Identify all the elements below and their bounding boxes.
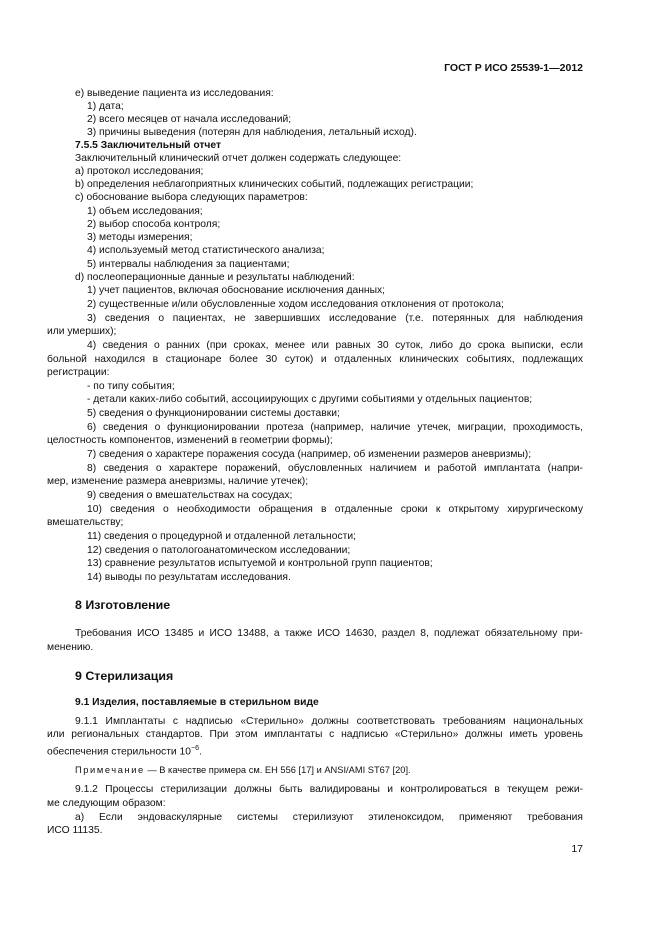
text-line: ИСО 11135. (47, 825, 103, 836)
text-line: Заключительный клинический отчет должен содержать следующее: (75, 153, 402, 164)
text-line: 9.1.1 Имплантаты с надписью «Стерильно» должны соответствовать требованиям национальных (75, 716, 583, 727)
text-line: менению. (47, 642, 94, 653)
text-line: или региональных стандартов. При этом имплантаты с надписью «Стерильно» должны иметь уровень (47, 729, 583, 740)
list-item: 14) выводы по результатам исследования. (87, 572, 291, 583)
list-item: 5) интервалы наблюдения за пациентами; (87, 259, 290, 270)
document-header: ГОСТ Р ИСО 25539-1—2012 (444, 62, 583, 74)
text-line: 3) причины выведения (потерян для наблюдения, летальный исход). (87, 127, 417, 138)
list-item: 3) сведения о пациентах, не завершивших исследование (т.е. потерянных для наблюдения (87, 313, 583, 324)
list-item: 4) сведения о ранних (при сроках, менее или равных 30 суток, либо до срока выписки, если (87, 340, 583, 351)
text-line: 2) всего месяцев от начала исследований; (87, 114, 292, 125)
list-item: b) определения неблагоприятных клинических событий, подлежащих регистрации; (75, 179, 474, 190)
list-item: а) Если эндоваскулярные системы стерилизуют этиленоксидом, применяют требования (75, 812, 583, 823)
list-item: 2) существенные и/или обусловленные ходом исследования отклонения от протокола; (87, 299, 504, 310)
list-item: а) протокол исследования; (75, 166, 204, 177)
list-item: 5) сведения о функционировании системы доставки; (87, 408, 340, 419)
list-item: 10) сведения о необходимости обращения в отдаленные сроки к открытому хирургическому (87, 504, 583, 515)
text-line: больной находился в стационаре более 30 суток) и отдаленных клинических событиях, подлежащих (47, 354, 583, 365)
text-fragment: . (198, 746, 202, 758)
text-line: целостность компонентов, изменений в геометрии формы); (47, 435, 333, 446)
list-item: 9) сведения о вмешательствах на сосудах; (87, 490, 293, 501)
list-item: d) послеоперационные данные и результаты наблюдений: (75, 272, 355, 283)
list-item: 12) сведения о патологоанатомическом исследовании; (87, 545, 351, 556)
section-heading-9-1: 9.1 Изделия, поставляемые в стерильном виде (75, 697, 319, 708)
list-item: 2) выбор способа контроля; (87, 219, 221, 230)
text-line: ме следующим образом: (47, 798, 166, 809)
text-line: e) выведение пациента из исследования: (75, 88, 274, 99)
section-heading-9: 9 Стерилизация (75, 669, 174, 683)
list-item: 4) используемый метод статистического анализа; (87, 245, 325, 256)
text-line: вмешательству; (47, 517, 124, 528)
text-line (47, 743, 202, 758)
text-line: или умерших); (47, 326, 117, 337)
text-line: 1) дата; (87, 101, 124, 112)
section-heading-8: 8 Изготовление (75, 598, 171, 612)
list-item: 6) сведения о функционировании протеза (например, наличие утечек, миграции, проходимость, (87, 422, 583, 433)
text-line: мер, изменение размера аневризмы, наличие утечек); (47, 476, 309, 487)
text-line: регистрации: (47, 367, 110, 378)
note-label: Примечание (75, 765, 145, 775)
exponent: −6 (190, 745, 199, 752)
section-heading-7-5-5: 7.5.5 Заключительный отчет (75, 140, 222, 151)
list-item: 7) сведения о характере поражения сосуда (например, об изменении размеров аневризмы); (87, 449, 532, 460)
text-line: 9.1.2 Процессы стерилизации должны быть валидированы и контролироваться в текущем режи- (75, 784, 583, 795)
list-item: c) обоснование выбора следующих параметров: (75, 192, 308, 203)
text-line: Требования ИСО 13485 и ИСО 13488, а также ИСО 14630, раздел 8, подлежат обязательному при- (75, 628, 583, 639)
list-item: 3) методы измерения; (87, 232, 193, 243)
list-item: - по типу события; (87, 381, 175, 392)
list-item: 1) учет пациентов, включая обоснование исключения данных; (87, 285, 386, 296)
list-item: - детали каких-либо событий, ассоциирующих с другими событиями у отдельных пациентов; (87, 394, 533, 405)
list-item: 13) сравнение результатов испытуемой и контрольной групп пациентов; (87, 558, 433, 569)
list-item: 11) сведения о процедурной и отдаленной летальности; (87, 531, 356, 542)
page-number: 17 (571, 843, 583, 855)
note-text: — В качестве примера см. ЕН 556 [17] и ANSI/AMI ST67 [20]. (144, 765, 411, 775)
note (75, 764, 411, 776)
list-item: 8) сведения о характере поражений, обусловленных наличием и работой имплантата (напри- (87, 463, 583, 474)
text-fragment: обеспечения стерильности 10 (47, 746, 191, 758)
list-item: 1) объем исследования; (87, 206, 203, 217)
